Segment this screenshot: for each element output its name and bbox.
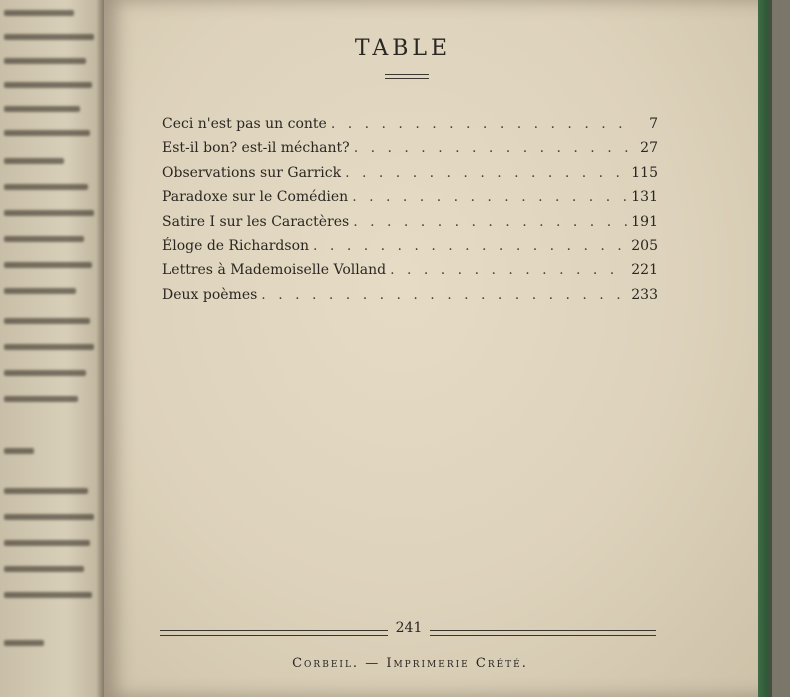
toc-entry-page: 233 [631, 286, 658, 303]
illegible-text-line [4, 448, 34, 454]
page-number: 241 [395, 620, 423, 636]
toc-entry-page: 131 [631, 189, 658, 206]
title-rule-top [385, 74, 429, 75]
illegible-text-line [4, 514, 94, 520]
dot-leader [331, 116, 634, 132]
illegible-text-line [4, 396, 78, 402]
illegible-text-line [4, 236, 84, 242]
toc-entry-title: Deux poèmes [162, 286, 258, 303]
toc-entry [162, 262, 658, 286]
toc-entry [162, 165, 658, 189]
toc-entry [162, 140, 658, 164]
toc-entry-page: 7 [649, 116, 658, 132]
toc-entry-title: Ceci n'est pas un conte [162, 116, 327, 132]
toc-entry-page: 27 [640, 140, 658, 157]
dot-leader [261, 287, 627, 303]
dot-leader [313, 238, 627, 254]
toc-entry-title: Satire I sur les Caractères [162, 213, 350, 230]
toc-entry [162, 189, 658, 213]
illegible-text-line [4, 82, 92, 88]
table-of-contents-page [104, 0, 764, 697]
illegible-text-line [4, 566, 84, 572]
dot-leader [345, 165, 627, 181]
toc-entry-page: 205 [631, 237, 658, 254]
page-title: TABLE [354, 36, 452, 61]
toc-entry-title: Éloge de Richardson [162, 237, 310, 254]
dot-leader [354, 140, 634, 156]
illegible-text-line [4, 106, 80, 112]
illegible-text-line [4, 344, 94, 350]
illegible-text-line [4, 288, 76, 294]
illegible-text-line [4, 184, 88, 190]
toc-entry-title: Paradoxe sur le Comédien [162, 189, 349, 206]
toc-entry-title: Est-il bon? est-il méchant? [162, 140, 350, 157]
book-cover-edge [758, 0, 772, 697]
illegible-text-line [4, 318, 90, 324]
toc-entry [162, 214, 658, 238]
facing-page [0, 0, 110, 697]
toc-entry [162, 238, 658, 262]
illegible-text-line [4, 130, 90, 136]
footer-rule-left [160, 630, 388, 636]
illegible-text-line [4, 158, 64, 164]
illegible-text-line [4, 592, 92, 598]
dot-leader [353, 214, 627, 230]
title-rule-bottom [385, 78, 429, 79]
illegible-text-line [4, 370, 86, 376]
footer-rule-right [430, 630, 656, 636]
illegible-text-line [4, 34, 94, 40]
printer-imprint: Corbeil. — Imprimerie Crété. [292, 656, 528, 671]
dot-leader [390, 262, 627, 278]
toc-entry [162, 116, 658, 140]
toc-entry-title: Observations sur Garrick [162, 164, 342, 181]
illegible-text-line [4, 262, 92, 268]
toc-entry-page: 115 [631, 164, 658, 181]
toc-entry-title: Lettres à Mademoiselle Volland [162, 262, 387, 279]
illegible-text-line [4, 640, 44, 646]
illegible-text-line [4, 540, 90, 546]
illegible-text-line [4, 210, 94, 216]
toc-entry-page: 191 [631, 213, 658, 230]
toc-entry [162, 287, 658, 311]
illegible-text-line [4, 58, 86, 64]
toc-entry-page: 221 [631, 262, 658, 279]
toc-list [162, 116, 658, 311]
dot-leader [352, 189, 627, 205]
illegible-text-line [4, 488, 88, 494]
illegible-text-line [4, 10, 74, 16]
